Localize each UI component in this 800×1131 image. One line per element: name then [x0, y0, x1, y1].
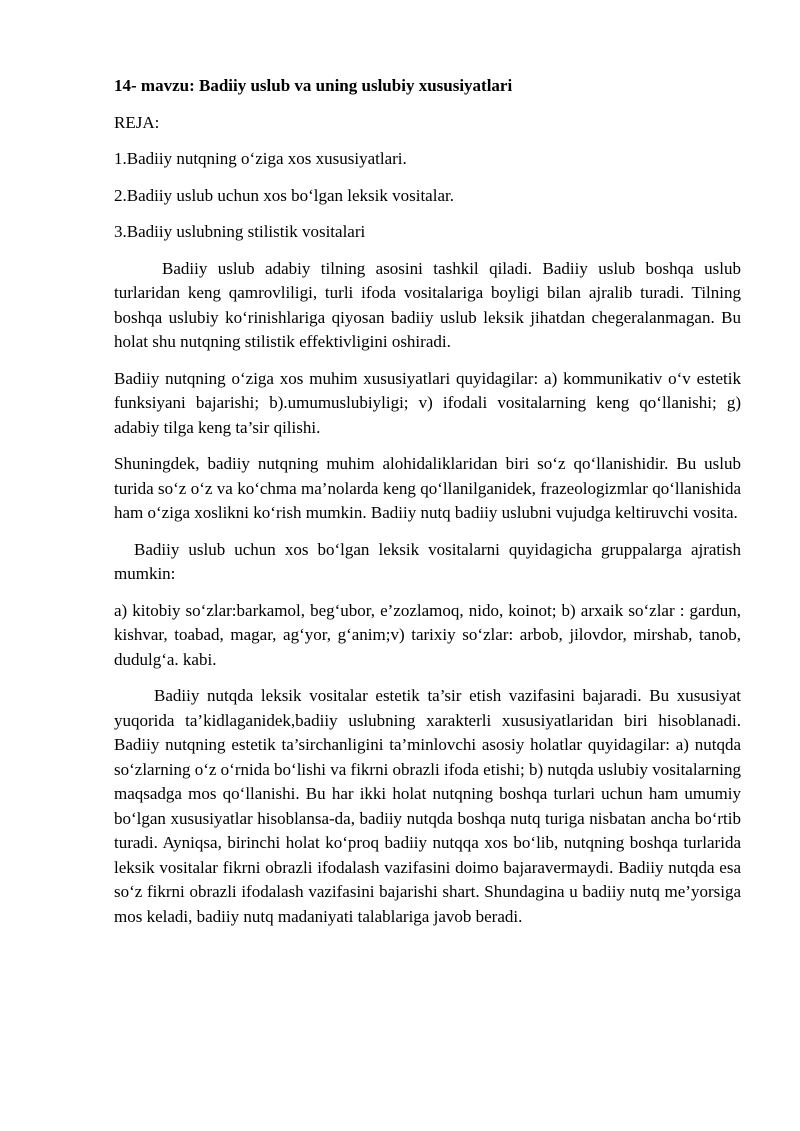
plan-item-3: 3.Badiiy uslubning stilistik vositalari: [114, 222, 366, 241]
paragraph-features: Badiiy nutqning o‘ziga xos muhim xususiyatlari quyidagilar: a) kommunikativ o‘v estetik funksiyani bajarishi; b).umumuslubiyligi; v) ifodali vositalarning keng qo‘llanishi; g) adabiy tilga keng ta’sir qilishi.: [114, 368, 741, 437]
paragraph-aesthetic-effect: Badiiy nutqda leksik vositalar estetik ta’sir etish vazifasini bajaradi. Bu xususiyat yuqorida ta’kidlaganidek,badiiy uslubning xarakterli xususiyatlaridan biri hisoblanadi. Badiiy nutqning estetik ta’sirchanligini ta’minlovchi asosiy holatlar quyidagilar: a) nutqda so‘zlarning o‘z o‘rnida bo‘lishi va fikrni obrazli ifoda etishi; b) nutqda uslubiy vositalarning maqsadga mos qo‘llanishi. Bu har ikki holat nutqning boshqa turlari uchun ham umumiy bo‘lgan xususiyatlar hisoblansa-da, badiiy nutqda boshqa nutq turiga nisbatan ancha bo‘rtib turadi. Ayniqsa, birinchi holat ko‘proq badiiy nutqqa xos bo‘lib, nutqning boshqa turlarida leksik vositalar fikrni obrazli ifodalash vazifasini doimo bajaravermaydi. Badiiy nutqda esa so‘z fikrni obrazli ifodalash vazifasini bajarishi shart. Shundagina u badiiy nutq me’yorsiga mos keladi, badiiy nutq madaniyati talablariga javob beradi.: [114, 686, 741, 926]
paragraph-intro: Badiiy uslub adabiy tilning asosini tashkil qiladi. Badiiy uslub boshqa uslub turlaridan keng qamrovliligi, turli ifoda vositalariga boyligi bilan ajralib turadi. Tilning boshqa uslubiy ko‘rinishlariga qiyosan badiiy uslub leksik jihatdan chegeralanmagan. Bu holat shu nutqning stilistik effektivligini oshiradi.: [114, 258, 741, 351]
plan-item-2: 2.Badiiy uslub uchun xos bo‘lgan leksik vositalar.: [114, 185, 454, 205]
paragraph-word-usage: Shuningdek, badiiy nutqning muhim alohidaliklaridan biri so‘z qo‘llanishidir. Bu uslub turida so‘z o‘z va ko‘chma ma’nolarda keng qo‘llanilganidek, frazeologizmlar qo‘llanishida ham o‘ziga xoslikni ko‘rish mumkin. Badiiy nutq badiiy uslubni vujudga keltiruvchi vosita.: [114, 454, 741, 522]
plan-heading: REJA:: [114, 112, 160, 132]
paragraph-lexical-groups: Badiiy uslub uchun xos bo‘lgan leksik vositalarni quyidagicha gruppalarga ajratish mumkin:: [114, 539, 741, 583]
paragraph-word-examples: a) kitobiy so‘zlar:barkamol, beg‘ubor, e’zozlamoq, nido, koinot; b) arxaik so‘zlar : gardun, kishvar, toabad, magar, ag‘yor, g‘anim;v) tarixiy so‘zlar: arbob, jilovdor, mirshab, tanob, dudulg‘a. kabi.: [114, 600, 741, 669]
document-title: 14- mavzu: Badiiy uslub va uning uslubiy xususiyatlari: [114, 76, 513, 95]
plan-item-1: 1.Badiiy nutqning o‘ziga xos xususiyatlari.: [114, 149, 407, 168]
document-page: [114, 74, 741, 941]
